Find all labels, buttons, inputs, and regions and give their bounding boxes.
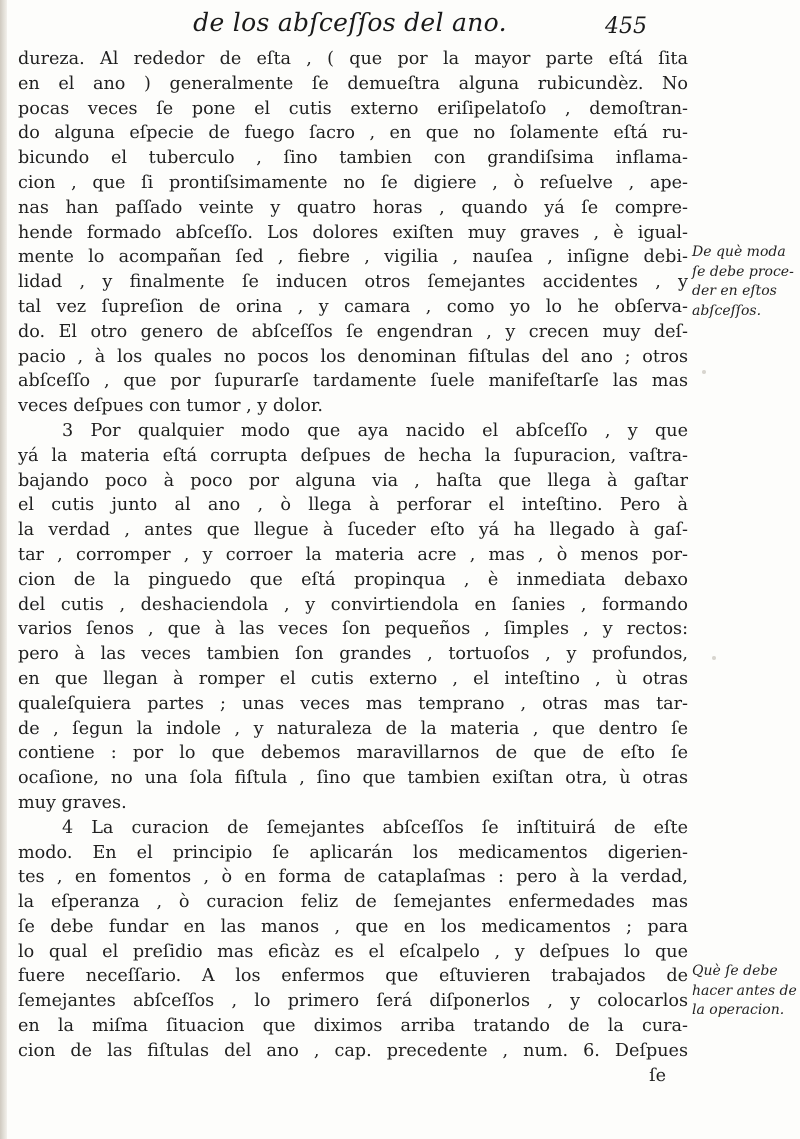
text-line: ſe debe fundar en las manos , que en los medicamentos ; para xyxy=(18,916,688,937)
text-line: fuere neceſſario. A los enfermos que eſtuvieren trabajados de xyxy=(18,966,688,987)
text-line: en la miſma ſituacion que diximos arriba tratando de la cura- xyxy=(18,1016,688,1037)
margin-note-line: der en eſtos xyxy=(692,283,777,299)
text-line: cion , que ſi prontiſsimamente no ſe digiere , ò reſuelve , ape- xyxy=(18,172,688,193)
text-line: del cutis , deshaciendola , y convirtiendola en ſanies , formando xyxy=(18,594,688,615)
text-line: muy graves. xyxy=(18,792,127,813)
text-line: hende formado abſceſſo. Los dolores exiſten muy graves , è igual- xyxy=(18,222,688,243)
main-text-block xyxy=(18,47,688,1088)
text-line: de , ſegun la indole , y naturaleza de la materia , que dentro ſe xyxy=(18,718,688,739)
margin-note-line: abſceſſos. xyxy=(692,302,762,319)
text-line: nas han paſſado veinte y quatro horas , quando yá ſe compre- xyxy=(18,197,688,218)
margin-note-before-operation xyxy=(692,962,798,1021)
paragraph-start-4: 4 La curacion de ſemejantes abſceſſos ſe inſtituirá de eſte xyxy=(62,817,688,838)
text-line: abſceſſo , que por ſupurarſe tardamente ſuele manifeſtarſe las mas xyxy=(18,371,688,392)
text-line: cion de la pinguedo que eſtá propinqua , è inmediata debaxo xyxy=(18,569,688,590)
text-line: qualeſquiera partes ; unas veces mas temprano , otras mas tar- xyxy=(18,693,688,714)
text-line: bajando poco à poco por alguna via , haſta que llega à gaſtar xyxy=(18,470,688,491)
text-line: dureza. Al rededor de eſta , ( que por la mayor parte eſtá ſita xyxy=(18,49,688,69)
paragraph-start-3: 3 Por qualquier modo que aya nacido el abſceſſo , y que xyxy=(62,420,688,441)
text-line: la verdad , antes que llegue à ſuceder eſto yá ha llegado à gaſ- xyxy=(18,520,688,541)
text-line: varios ſenos , que à las veces ſon pequeños , ſimples , y rectos: xyxy=(18,619,688,640)
text-line: veces deſpues con tumor , y dolor. xyxy=(18,396,323,417)
margin-note-line: hacer antes de xyxy=(692,982,797,999)
text-line: en que llegan à romper el cutis externo , el inteſtino , ù otras xyxy=(18,668,688,689)
margin-note-drainage xyxy=(692,243,798,321)
text-line: contiene : por lo que debemos maravillarnos de que de eſto ſe xyxy=(18,743,688,764)
text-line: ſemejantes abſceſſos , lo primero ſerá diſponerlos , y colocarlos xyxy=(18,991,688,1012)
text-line: lidad , y finalmente ſe inducen otros ſemejantes accidentes , y xyxy=(18,272,688,293)
text-line: tal vez ſupreſion de orina , y camara , como yo lo he obſerva- xyxy=(18,296,688,317)
text-line: ocaſione, no una ſola fiſtula , ſino que tambien exiſtan otra, ù otras xyxy=(18,768,688,789)
margin-note-line: ſe debe proce- xyxy=(692,263,794,280)
text-line: cion de las fiſtulas del ano , cap. precedente , num. 6. Deſpues xyxy=(18,1040,688,1061)
margin-note-line: la operacion. xyxy=(692,1002,785,1018)
text-line: do alguna eſpecie de fuego ſacro , en que no ſolamente eſtá ru- xyxy=(18,123,688,144)
margin-note-line: Què ſe debe xyxy=(692,963,778,979)
text-line: en el ano ) generalmente ſe demueſtra alguna rubicundèz. No xyxy=(18,73,688,94)
text-line: lo qual el preſidio mas eficàz es el eſcalpelo , y deſpues lo que xyxy=(18,941,688,962)
text-line: la eſperanza , ò curacion feliz de ſemejantes enfermedades mas xyxy=(18,892,688,913)
text-line: modo. En el principio ſe aplicarán los medicamentos digerien- xyxy=(18,842,688,863)
binding-edge xyxy=(0,0,7,1139)
text-line: pero à las veces tambien ſon grandes , tortuoſos , y profundos, xyxy=(18,644,688,665)
text-line: tar , corromper , y corroer la materia acre , mas , ò menos por- xyxy=(18,544,688,565)
text-line: do. El otro genero de abſceſſos ſe engendran , y crecen muy deſ- xyxy=(18,321,688,342)
page-number: 455 xyxy=(605,14,647,39)
text-line: bicundo el tuberculo , ſino tambien con grandiſsima inflama- xyxy=(18,148,688,169)
text-line: el cutis junto al ano , ò llega à perforar el inteſtino. Pero à xyxy=(18,495,688,516)
paper-speck xyxy=(712,656,716,660)
text-line: pocas veces ſe pone el cutis externo eriſipelatoſo , demoſtran- xyxy=(18,98,688,119)
text-line: tes , en fomentos , ò en forma de cataplaſmas : pero à la verdad, xyxy=(18,867,688,888)
text-line: mente lo acompañan ſed , fiebre , vigilia , nauſea , inſigne debi- xyxy=(18,247,688,268)
text-line: pacio , à los quales no pocos los denominan fiſtulas del ano ; otros xyxy=(18,346,688,367)
running-title: de los abſceſſos del ano. xyxy=(193,8,507,37)
margin-note-line: De què moda xyxy=(692,244,786,260)
paper-speck xyxy=(702,370,706,374)
catchword: ſe xyxy=(649,1065,666,1086)
text-line: yá la materia eſtá corrupta deſpues de hecha la ſupuracion, vaſtra- xyxy=(18,445,688,466)
